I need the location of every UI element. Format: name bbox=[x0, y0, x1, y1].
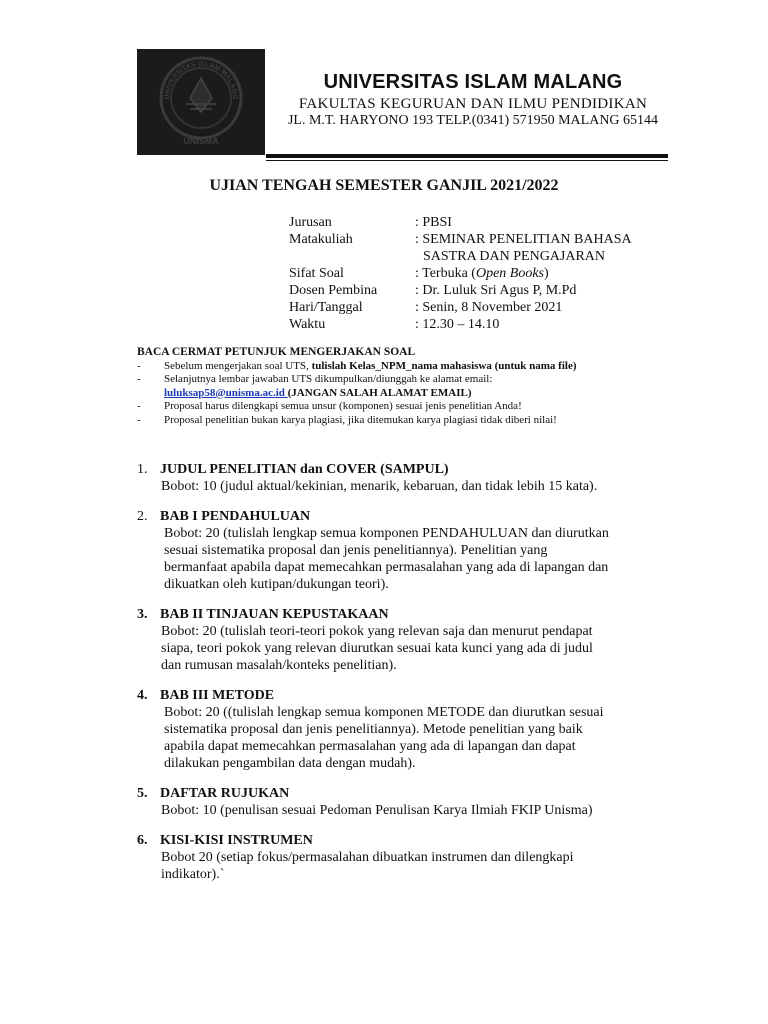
instruction-text bbox=[164, 373, 492, 400]
section-number: 2. bbox=[137, 509, 148, 524]
section-number: 3. bbox=[137, 607, 148, 622]
section-body bbox=[137, 849, 667, 883]
section-line: Bobot: 20 (tulislah teori-teori pokok yang relevan saja dan menurut pendapat bbox=[161, 624, 593, 639]
instruction-dash: - bbox=[137, 359, 141, 372]
info-value-em: Open Books bbox=[475, 266, 545, 281]
info-row-sifat-soal bbox=[289, 265, 675, 282]
instruction-bold: tulislah Kelas_NPM_nama mahasiswa (untuk nama file) bbox=[311, 359, 577, 372]
instruction-dash: - bbox=[137, 373, 141, 385]
section-line: bermanfaat apabila dapat memecahkan permasalahan yang ada di lapangan dan bbox=[164, 560, 609, 575]
section-title: KISI-KISI INSTRUMEN bbox=[160, 833, 313, 848]
info-row-hari bbox=[289, 299, 675, 316]
info-value-pre: : Terbuka ( bbox=[415, 266, 476, 281]
instruction-body: Selanjutnya lembar jawaban UTS dikumpulkan/diunggah ke alamat email: bbox=[164, 373, 493, 385]
section-tinjauan bbox=[137, 606, 667, 674]
info-key: Matakuliah bbox=[289, 232, 353, 247]
section-body bbox=[137, 478, 667, 495]
email-warning: (JANGAN SALAH ALAMAT EMAIL) bbox=[287, 386, 472, 399]
section-line: dikuatkan oleh kutipan/dukungan teori). bbox=[164, 577, 389, 592]
section-body bbox=[137, 802, 667, 819]
info-value: : Dr. Luluk Sri Agus P, M.Pd bbox=[415, 283, 577, 298]
instruction-text bbox=[164, 360, 577, 374]
section-body bbox=[137, 623, 667, 674]
section-line: sesuai sistematika proposal dan jenis penelitiannya). Penelitian yang bbox=[164, 543, 548, 558]
section-line: apabila dapat memecahkan permasalahan yang ada di lapangan dan dapat bbox=[164, 739, 576, 754]
section-title: BAB I PENDAHULUAN bbox=[160, 509, 311, 524]
instruction-item bbox=[137, 360, 657, 374]
info-value: : 12.30 – 14.10 bbox=[415, 317, 500, 332]
faculty-name: FAKULTAS KEGURUAN DAN ILMU PENDIDIKAN bbox=[298, 96, 648, 112]
info-key: Jurusan bbox=[289, 215, 332, 230]
info-row-jurusan bbox=[289, 214, 675, 231]
seal-text-bottom: UNISMA bbox=[183, 136, 219, 146]
info-value bbox=[415, 265, 675, 282]
section-title: DAFTAR RUJUKAN bbox=[160, 786, 290, 801]
info-value-line1: : SEMINAR PENELITIAN BAHASA bbox=[415, 232, 632, 247]
section-number: 1. bbox=[137, 462, 148, 477]
header-divider-thick bbox=[266, 154, 668, 158]
section-line: Bobot 20 (setiap fokus/permasalahan dibuatkan instrumen dan dilengkapi bbox=[161, 850, 574, 865]
info-value: : PBSI bbox=[415, 215, 452, 230]
instruction-pre: Sebelum mengerjakan soal UTS, bbox=[164, 359, 312, 372]
instruction-dash: - bbox=[137, 413, 141, 426]
section-title: BAB II TINJAUAN KEPUSTAKAAN bbox=[160, 607, 389, 622]
header-divider-thin bbox=[266, 160, 668, 161]
instruction-item bbox=[137, 373, 657, 400]
instructions-heading: BACA CERMAT PETUNJUK MENGERJAKAN SOAL bbox=[137, 346, 416, 358]
section-judul bbox=[137, 461, 667, 495]
section-line: dilakukan pengambilan data dengan mudah). bbox=[164, 756, 416, 771]
instruction-item bbox=[137, 414, 657, 428]
instructions bbox=[137, 346, 657, 427]
section-line: indikator).` bbox=[161, 867, 225, 882]
instruction-text: Proposal harus dilengkapi semua unsur (komponen) sesuai jenis penelitian Anda! bbox=[164, 400, 522, 412]
info-value bbox=[415, 231, 675, 265]
info-value-post: ) bbox=[544, 266, 549, 281]
info-key: Sifat Soal bbox=[289, 266, 344, 281]
section-number: 6. bbox=[137, 833, 148, 848]
section-pendahuluan bbox=[137, 508, 667, 593]
instruction-item bbox=[137, 400, 657, 414]
section-line: dan rumusan masalah/konteks penelitian). bbox=[161, 658, 397, 673]
section-rujukan bbox=[137, 785, 667, 819]
info-key: Dosen Pembina bbox=[289, 283, 378, 298]
section-line: siapa, teori pokok yang relevan diurutkan sesuai kata kunci yang ada di judul bbox=[161, 641, 593, 656]
university-logo bbox=[137, 49, 265, 155]
instruction-dash: - bbox=[137, 400, 141, 412]
seal-text-top: UNIVERSITAS ISLAM MALANG bbox=[163, 60, 239, 100]
section-body bbox=[137, 525, 667, 593]
info-row-matakuliah bbox=[289, 231, 675, 265]
university-address: JL. M.T. HARYONO 193 TELP.(0341) 571950 MALANG 65144 bbox=[287, 113, 659, 128]
section-line: Bobot: 20 (tulislah lengkap semua komponen PENDAHULUAN dan diurutkan bbox=[164, 526, 609, 541]
exam-sections bbox=[137, 461, 667, 896]
section-instrumen bbox=[137, 832, 667, 883]
instruction-text: Proposal penelitian bukan karya plagiasi, jika ditemukan karya plagiasi tidak diberi nilai! bbox=[164, 413, 557, 426]
section-title: JUDUL PENELITIAN dan COVER (SAMPUL) bbox=[160, 462, 449, 477]
exam-info bbox=[289, 214, 675, 333]
section-number: 4. bbox=[137, 688, 148, 703]
info-value: : Senin, 8 November 2021 bbox=[415, 300, 563, 315]
info-key: Hari/Tanggal bbox=[289, 300, 363, 315]
section-number: 5. bbox=[137, 786, 148, 801]
info-row-dosen bbox=[289, 282, 675, 299]
section-line: sistematika proposal dan jenis penelitiannya). Metode penelitian yang baik bbox=[164, 722, 583, 737]
section-line: Bobot: 20 ((tulislah lengkap semua komponen METODE dan diurutkan sesuai bbox=[164, 705, 604, 720]
unisma-seal-icon bbox=[146, 52, 256, 152]
university-name: UNIVERSITAS ISLAM MALANG bbox=[323, 71, 623, 93]
section-line: Bobot: 10 (judul aktual/kekinian, menarik, kebaruan, dan tidak lebih 15 kata). bbox=[161, 479, 598, 494]
section-title: BAB III METODE bbox=[160, 688, 275, 703]
info-row-waktu bbox=[289, 316, 675, 333]
exam-title: UJIAN TENGAH SEMESTER GANJIL 2021/2022 bbox=[209, 177, 559, 194]
section-body bbox=[137, 704, 667, 772]
info-value-line2: SASTRA DAN PENGAJARAN bbox=[423, 249, 606, 264]
section-line: Bobot: 10 (penulisan sesuai Pedoman Penulisan Karya Ilmiah FKIP Unisma) bbox=[161, 803, 593, 818]
section-metode bbox=[137, 687, 667, 772]
info-key: Waktu bbox=[289, 317, 326, 332]
email-link[interactable]: luluksap58@unisma.ac.id bbox=[164, 386, 288, 399]
